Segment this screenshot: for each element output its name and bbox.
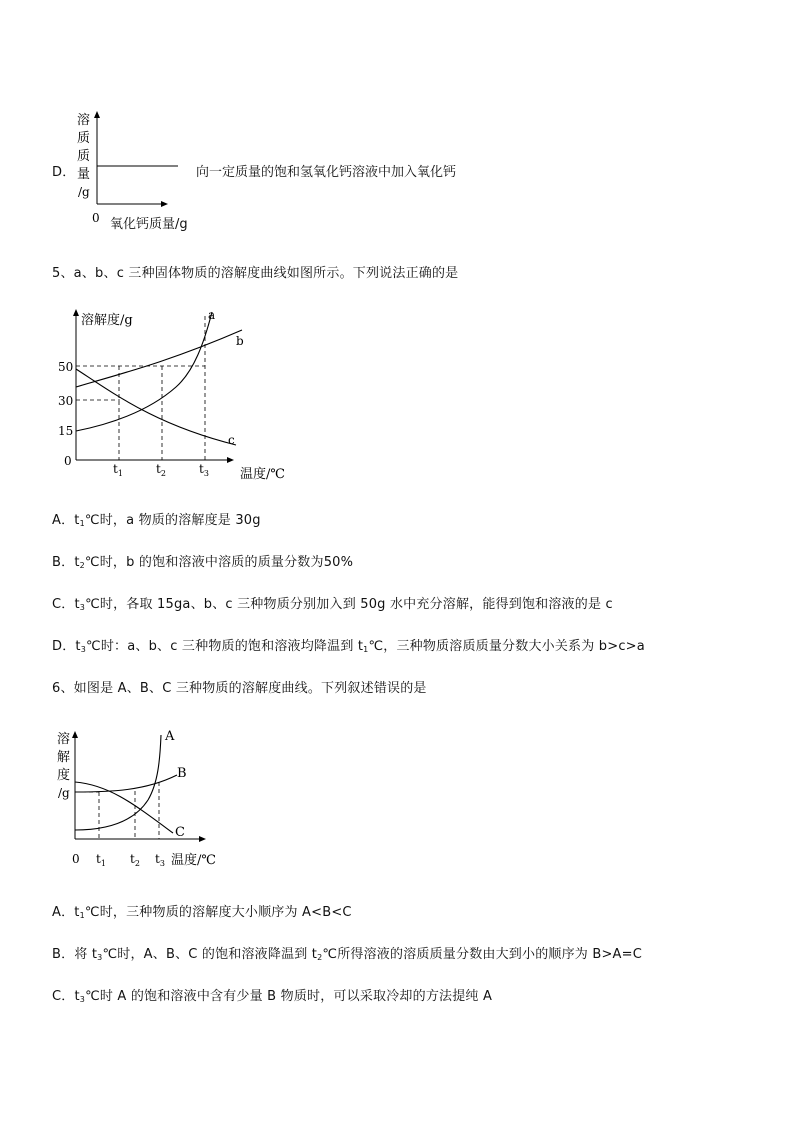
- q6-x-arrow: [199, 836, 206, 842]
- q4-d-ylabel-4: 量: [77, 167, 91, 182]
- q6-option-b: B．将 $t_3℃$时，A、B、C 的饱和溶液降温到 $t_2℃$所得溶液的溶质质量分数由大到小的顺序为 B>A=C: [52, 947, 643, 962]
- q4-option-d-letter: D．: [52, 165, 76, 180]
- q6-chart: [55, 725, 230, 870]
- q6-xtick-t2: $t_2$: [130, 852, 140, 868]
- q6-ylabel-4: /g: [58, 786, 70, 800]
- q6-xtick-t3: $t_3$: [155, 852, 165, 868]
- q5-xtick-t2: $t_2$: [156, 462, 166, 478]
- q4-d-x-arrow: [161, 201, 168, 207]
- q6-option-c: C．$t_3℃$时 A 的饱和溶液中含有少量 B 物质时，可以采取冷却的方法提纯 A: [52, 989, 493, 1004]
- q5-ytick-50: 50: [58, 360, 74, 374]
- q5-curve-b: [76, 330, 242, 387]
- q4-d-xlabel: 氧化钙质量/g: [110, 217, 188, 232]
- q6-curve-b: [75, 775, 177, 792]
- q5-chart: [56, 305, 306, 485]
- q6-stem: 6、如图是 A、B、C 三种物质的溶解度曲线。下列叙述错误的是: [52, 681, 427, 696]
- q5-series-label-c: c: [228, 433, 235, 447]
- q6-ylabel-3: 度: [57, 768, 71, 783]
- q5-option-b: B．$t_2℃$时，b 的饱和溶液中溶质的质量分数为50%: [52, 555, 354, 570]
- q6-series-label-a: A: [165, 729, 175, 744]
- q4-d-ylabel-1: 溶: [77, 113, 91, 128]
- q5-option-d: D．$t_3℃$时：a、b、c 三种物质的饱和溶液均降温到 $t_1℃$，三种物质溶质质量分数大小关系为 b>c>a: [52, 639, 645, 654]
- q5-option-a: A．$t_1℃$时，a 物质的溶解度是 30g: [52, 513, 261, 528]
- q4-d-ylabel-5: /g: [78, 185, 90, 199]
- q5-stem: 5、a、b、c 三种固体物质的溶解度曲线如图所示。下列说法正确的是: [52, 266, 459, 281]
- q5-ytick-30: 30: [58, 394, 74, 408]
- q6-series-label-b: B: [177, 766, 187, 781]
- q4-d-ylabel: [77, 112, 90, 199]
- q6-ylabel-1: 溶: [57, 732, 71, 747]
- q5-x-arrow: [227, 457, 234, 463]
- q4-d-description: 向一定质量的饱和氢氧化钙溶液中加入氧化钙: [196, 165, 457, 180]
- q5-ytick-0: 0: [64, 454, 72, 468]
- q5-y-arrow: [73, 309, 79, 316]
- q6-ylabel-2: 解: [57, 750, 71, 765]
- q4-d-origin: 0: [92, 211, 100, 225]
- q5-xtick-t3: $t_3$: [199, 462, 209, 478]
- q6-xtick-t1: $t_1$: [96, 852, 106, 868]
- q6-option-a: A．$t_1℃$时，三种物质的溶解度大小顺序为 A<B<C: [52, 905, 352, 920]
- q6-origin: 0: [72, 852, 80, 866]
- q6-series-label-c: C: [175, 825, 185, 840]
- q6-ylabel: [57, 731, 70, 800]
- q6-xlabel: 温度/℃: [171, 853, 216, 868]
- q5-series-label-a: a: [208, 308, 216, 322]
- q5-curve-a: [76, 312, 212, 431]
- q6-curve-a: [75, 735, 161, 830]
- q6-y-arrow: [72, 731, 78, 738]
- q5-series-label-b: b: [236, 334, 244, 348]
- q4-d-ylabel-2: 质: [77, 131, 91, 146]
- q4-d-y-arrow: [94, 111, 100, 118]
- q4-d-graph: [70, 108, 200, 230]
- q5-ylabel: 溶解度/g: [81, 313, 133, 328]
- q5-xlabel: 温度/℃: [240, 467, 285, 482]
- q4-d-ylabel-3: 质: [77, 149, 91, 164]
- q5-option-c: C．$t_3℃$时，各取 15ga、b、c 三种物质分别加入到 50g 水中充分溶解，能得到饱和溶液的是 c: [52, 597, 613, 612]
- q5-xtick-t1: $t_1$: [113, 462, 123, 478]
- q5-ytick-15: 15: [58, 424, 74, 438]
